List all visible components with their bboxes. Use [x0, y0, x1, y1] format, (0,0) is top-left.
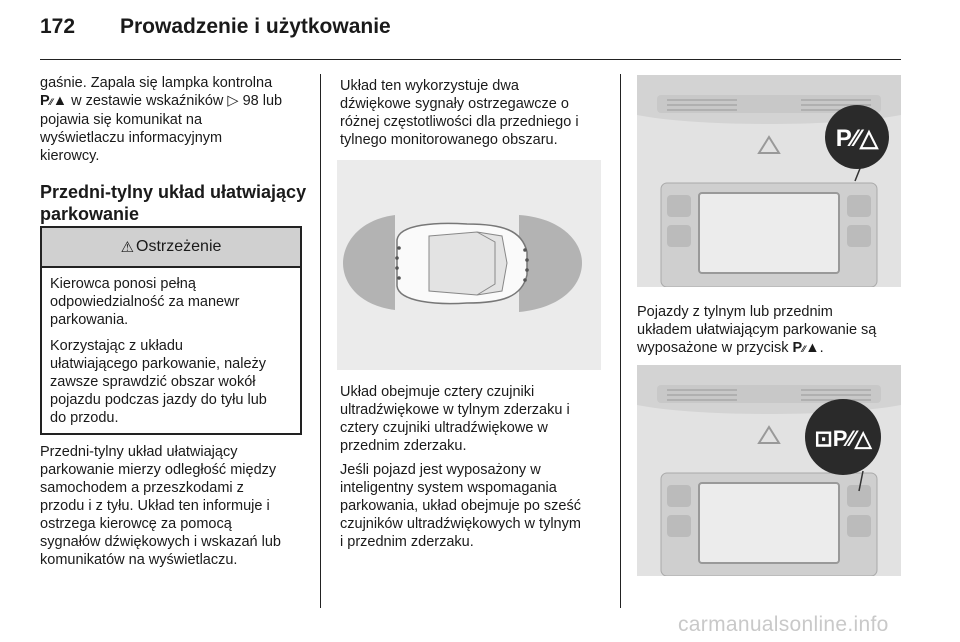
section-heading: Przedni-tylny układ ułatwiający parkowanie — [40, 182, 307, 224]
button-caption: Pojazdy z tylnym lub przednim układem ułatwiającym parkowanie są wyposażone w przycisk P⁄⁄▲. — [637, 304, 877, 356]
dashboard-advanced-park-button-illustration — [637, 365, 901, 576]
warning-box — [40, 226, 302, 435]
park-assist-icon: P⁄⁄△ — [835, 125, 879, 152]
dashboard-park-button-illustration — [637, 75, 901, 287]
header-rule — [40, 59, 901, 60]
intro-paragraph-2: Układ ten wykorzystuje dwa dźwiękowe sygnały ostrzegawcze o różnej częstotliwości dla przedniego i tylnego monitorowanego obszaru. — [340, 78, 579, 148]
page-title: Prowadzenie i użytkowanie — [120, 15, 391, 38]
column-divider — [320, 74, 321, 608]
watermark: carmanualsonline.info — [678, 613, 889, 636]
park-assist-icon: P⁄⁄▲ — [40, 93, 68, 109]
park-assist-icon: P⁄⁄▲ — [792, 340, 820, 356]
column-divider — [620, 74, 621, 608]
warning-text: Kierowca ponosi pełną odpowiedzialność za manewr parkowania. Korzystając z układu ułatwiającego parkowanie, należy zawsze sprawdzić obszar wokół pojazdu podczas jazdy do tyłu lub do przodu. — [50, 276, 267, 426]
page-number: 172 — [40, 15, 76, 38]
warning-header: ⚠ Ostrzeżenie — [42, 228, 300, 268]
parking-sensor-zones-illustration — [337, 160, 601, 370]
advanced-sensors-paragraph: Jeśli pojazd jest wyposażony w inteligentny system wspomagania parkowania, układ obejmuje po sześć czujników ultradźwiękowych w tylnym i przednim zderzaku. — [340, 462, 581, 550]
intro-paragraph: gaśnie. Zapala się lampka kontrolna P⁄⁄▲ w zestawie wskaźników ▷ 98 lub pojawia się komunikat na wyświetlaczu informacyjnym kierowcy. — [40, 75, 283, 164]
advanced-park-assist-icon: ⊡P⁄⁄△ — [814, 426, 872, 451]
reference-arrow-icon: ▷ — [227, 93, 239, 109]
body-paragraph: Przedni-tylny układ ułatwiający parkowanie mierzy odległość między samochodem a przeszkodami z przodu i z tyłu. Układ ten informuje i ostrzega kierowcę za pomocą sygnałów dźwiękowych i wskazań lub komunikatów na wyświetlaczu. — [40, 444, 281, 568]
warning-triangle-icon: ⚠ — [120, 239, 135, 256]
sensors-paragraph: Układ obejmuje cztery czujniki ultradźwiękowe w tylnym zderzaku i cztery czujniki ultradźwiękowe w przednim zderzaku. — [340, 384, 570, 454]
